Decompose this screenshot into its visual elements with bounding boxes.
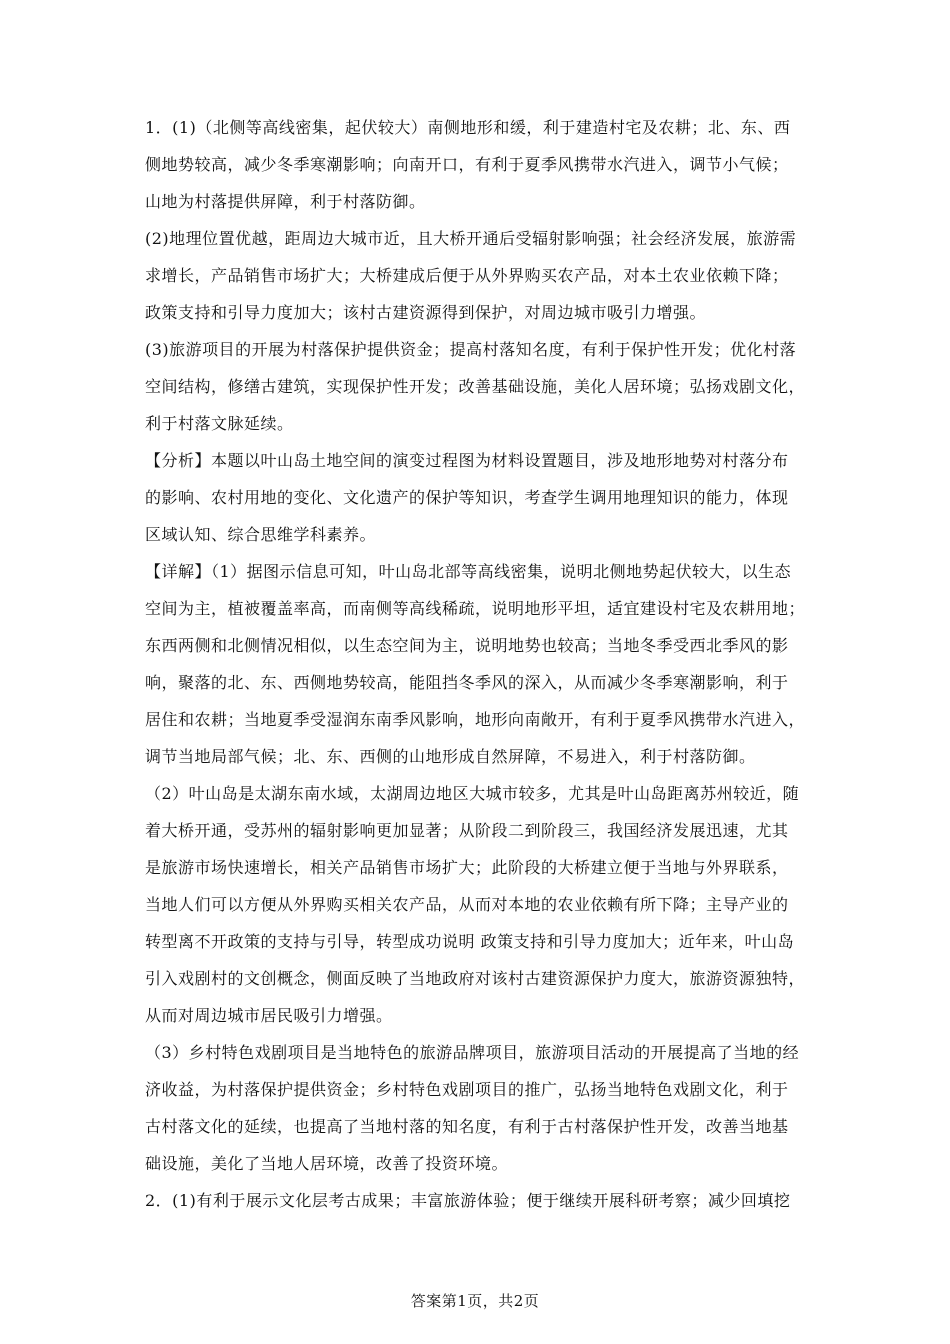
- text-line: 着大桥开通，受苏州的辐射影响更加显著；从阶段二到阶段三，我国经济发展迅速，尤其: [145, 821, 789, 840]
- text-line: 济收益，为村落保护提供资金；乡村特色戏剧项目的推广，弘扬当地特色戏剧文化，利于: [145, 1080, 789, 1099]
- text-line: 的影响、农村用地的变化、文化遗产的保护等知识，考查学生调用地理知识的能力，体现: [145, 488, 789, 507]
- text-line: 侧地势较高，减少冬季寒潮影响；向南开口，有利于夏季风携带水汽进入，调节小气候；: [145, 155, 789, 174]
- text-line: （3）乡村特色戏剧项目是当地特色的旅游品牌项目，旅游项目活动的开展提高了当地的经: [145, 1043, 800, 1062]
- text-line: 空间为主，植被覆盖率高，而南侧等高线稀疏，说明地形平坦，适宜建设村宅及农耕用地；: [145, 599, 806, 618]
- text-line: (3)旅游项目的开展为村落保护提供资金；提高村落知名度，有利于保护性开发；优化村落: [145, 340, 797, 359]
- text-line: 1．(1)（北侧等高线密集，起伏较大）南侧地形和缓，利于建造村宅及农耕；北、东、西: [145, 118, 791, 137]
- text-line: 2．(1)有利于展示文化层考古成果；丰富旅游体验；便于继续开展科研考察；减少回填挖: [145, 1191, 791, 1210]
- text-line: 当地人们可以方便从外界购买相关农产品，从而对本地的农业依赖有所下降；主导产业的: [145, 895, 789, 914]
- text-line: 转型离不开政策的支持与引导，转型成功说明 政策支持和引导力度加大；近年来，叶山岛: [145, 932, 795, 951]
- text-line: 响，聚落的北、东、西侧地势较高，能阻挡冬季风的深入，从而减少冬季寒潮影响，利于: [145, 673, 789, 692]
- text-line: （2）叶山岛是太湖东南水域，太湖周边地区大城市较多，尤其是叶山岛距离苏州较近，随: [145, 784, 800, 803]
- answer-body: [145, 115, 809, 1225]
- text-line: 东西两侧和北侧情况相似，以生态空间为主，说明地势也较高；当地冬季受西北季风的影: [145, 636, 789, 655]
- text-line: 引入戏剧村的文创概念，侧面反映了当地政府对该村古建资源保护力度大，旅游资源独特，: [145, 969, 806, 988]
- text-line: 【详解】（1）据图示信息可知，叶山岛北部等高线密集，说明北侧地势起伏较大，以生态: [145, 562, 792, 581]
- text-line: 区域认知、综合思维学科素养。: [145, 525, 377, 544]
- text-line: 山地为村落提供屏障，利于村落防御。: [145, 192, 426, 211]
- text-line: 调节当地局部气候；北、东、西侧的山地形成自然屏障，不易进入，利于村落防御。: [145, 747, 756, 766]
- text-line: 政策支持和引导力度加大；该村古建资源得到保护，对周边城市吸引力增强。: [145, 303, 707, 322]
- text-line: 是旅游市场快速增长，相关产品销售市场扩大；此阶段的大桥建立便于当地与外界联系，: [145, 858, 789, 877]
- text-line: 础设施，美化了当地人居环境，改善了投资环境。: [145, 1154, 509, 1173]
- text-line: (2)地理位置优越，距周边大城市近，且大桥开通后受辐射影响强；社会经济发展，旅游需: [145, 229, 797, 248]
- text-line: 【分析】本题以叶山岛土地空间的演变过程图为材料设置题目，涉及地形地势对村落分布: [145, 451, 789, 470]
- text-line: 古村落文化的延续，也提高了当地村落的知名度，有利于古村落保护性开发，改善当地基: [145, 1117, 789, 1136]
- text-line: 居住和农耕；当地夏季受湿润东南季风影响，地形向南敞开，有利于夏季风携带水汽进入，: [145, 710, 806, 729]
- text-line: 求增长，产品销售市场扩大；大桥建成后便于从外界购买农产品，对本土农业依赖下降；: [145, 266, 789, 285]
- text-line: 利于村落文脉延续。: [145, 414, 294, 433]
- text-line: 从而对周边城市居民吸引力增强。: [145, 1006, 393, 1025]
- page-footer: 答案第1页，共2页: [410, 1292, 540, 1310]
- text-line: 空间结构，修缮古建筑，实现保护性开发；改善基础设施，美化人居环境；弘扬戏剧文化，: [145, 377, 806, 396]
